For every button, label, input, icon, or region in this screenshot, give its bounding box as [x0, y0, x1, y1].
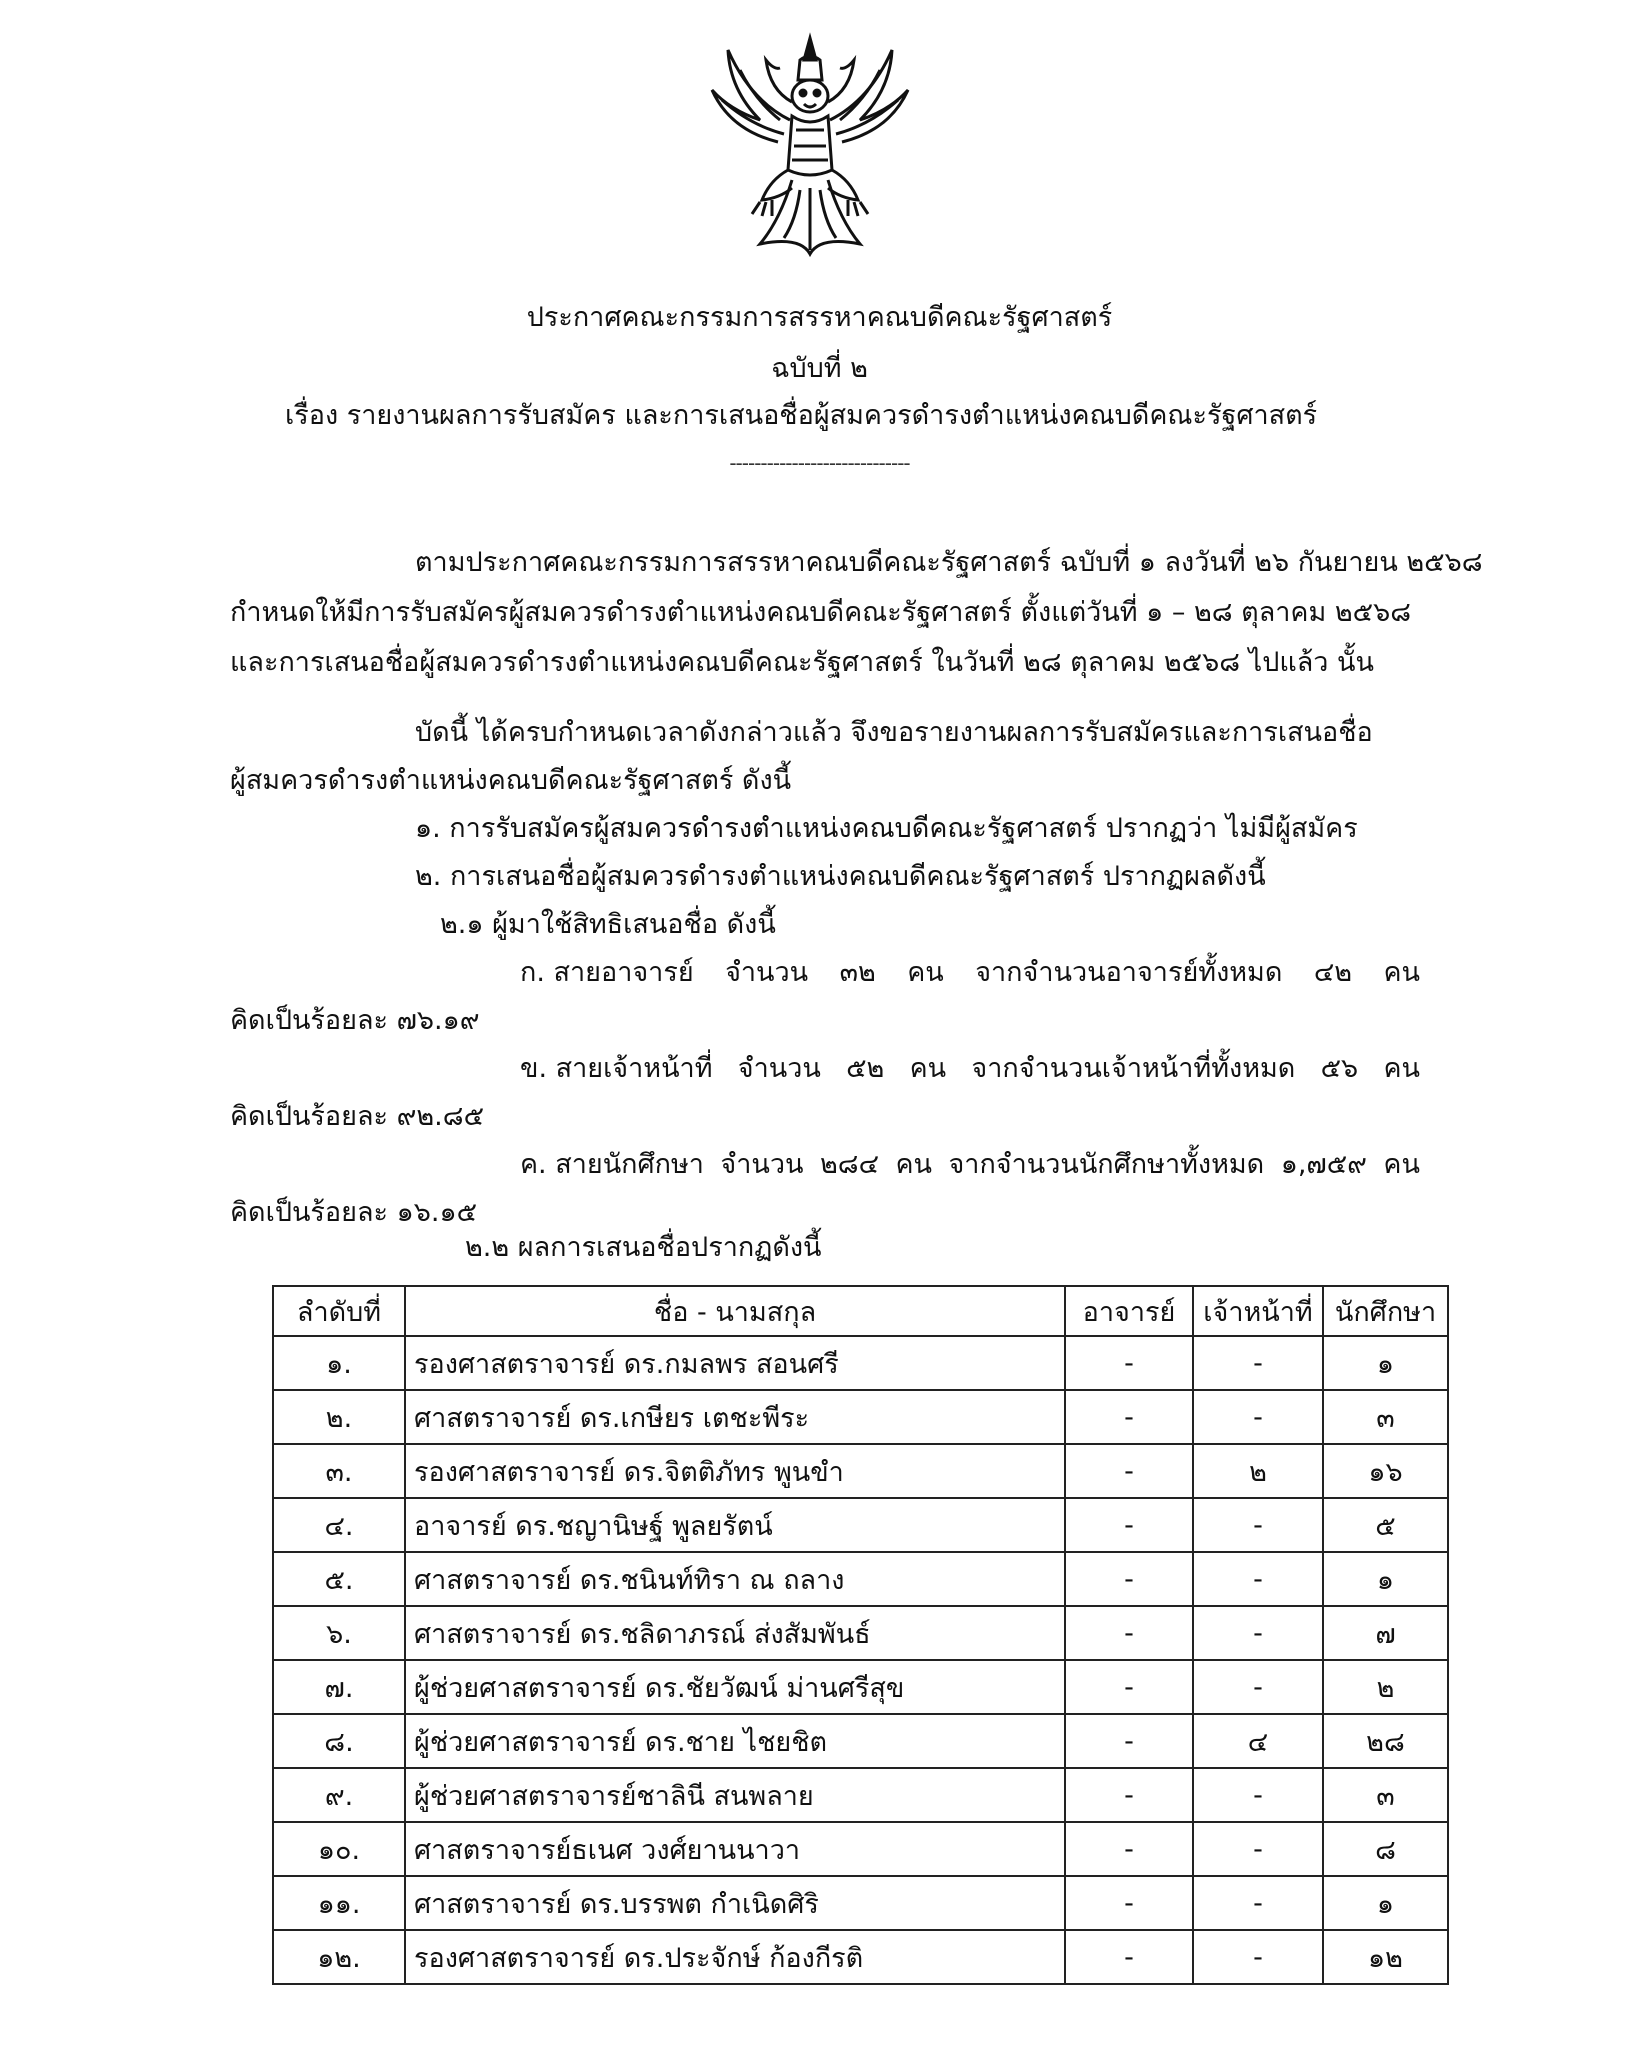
- faculty-count-cell: -: [1065, 1822, 1193, 1876]
- name-cell: รองศาสตราจารย์ ดร.ประจักษ์ ก้องกีรติ: [405, 1930, 1065, 1984]
- staff-count-cell: -: [1193, 1336, 1323, 1390]
- table-row: [273, 1336, 1448, 1390]
- staff-count-cell: -: [1193, 1768, 1323, 1822]
- student-count-cell: ๑: [1323, 1552, 1448, 1606]
- column-header-staff: เจ้าหน้าที่: [1193, 1286, 1323, 1336]
- kho-word: ๕๒: [846, 1053, 885, 1084]
- student-count-cell: ๒: [1323, 1660, 1448, 1714]
- student-count-cell: ๑: [1323, 1336, 1448, 1390]
- table-row: [273, 1714, 1448, 1768]
- paragraph-1-line-3: และการเสนอชื่อผู้สมควรดำรงตำแหน่งคณบดีคณะรัฐศาสตร์ ในวันที่ ๒๘ ตุลาคม ๒๕๖๘ ไปแล้ว นั้น: [230, 647, 1374, 678]
- student-count-cell: ๓: [1323, 1768, 1448, 1822]
- kho-a-word: ค. สายนักศึกษา: [520, 1149, 704, 1180]
- table-row: [273, 1606, 1448, 1660]
- name-cell: ศาสตราจารย์ธเนศ วงศ์ยานนาวา: [405, 1822, 1065, 1876]
- staff-count-cell: -: [1193, 1552, 1323, 1606]
- column-header-order: ลำดับที่: [273, 1286, 405, 1336]
- table-row: [273, 1390, 1448, 1444]
- name-cell: ผู้ช่วยศาสตราจารย์ชาลินี สนพลาย: [405, 1768, 1065, 1822]
- faculty-count-cell: -: [1065, 1876, 1193, 1930]
- student-count-cell: ๓: [1323, 1390, 1448, 1444]
- column-header-name: ชื่อ - นามสกุล: [405, 1286, 1065, 1336]
- student-count-cell: ๗: [1323, 1606, 1448, 1660]
- table-row: [273, 1498, 1448, 1552]
- kho-word: ข. สายเจ้าหน้าที่: [520, 1053, 713, 1084]
- kho-percentage: คิดเป็นร้อยละ ๙๒.๘๕: [230, 1101, 485, 1132]
- announcement-title: ประกาศคณะกรรมการสรรหาคณบดีคณะรัฐศาสตร์: [526, 302, 1113, 333]
- table-row: [273, 1930, 1448, 1984]
- faculty-count-cell: -: [1065, 1930, 1193, 1984]
- kho-word: จากจำนวนเจ้าหน้าที่ทั้งหมด: [971, 1053, 1296, 1084]
- faculty-count-cell: -: [1065, 1390, 1193, 1444]
- kho-word: คน: [909, 1053, 947, 1084]
- kho-a-word: คน: [895, 1149, 932, 1180]
- name-cell: ศาสตราจารย์ ดร.บรรพต กำเนิดศิริ: [405, 1876, 1065, 1930]
- table-row: [273, 1822, 1448, 1876]
- kho-a-percentage: คิดเป็นร้อยละ ๑๖.๑๕: [230, 1197, 478, 1228]
- kho-a-word: ๑,๗๕๙: [1280, 1149, 1367, 1180]
- ka-word: จากจำนวนอาจารย์ทั้งหมด: [975, 957, 1283, 988]
- nomination-results-table: [272, 1285, 1449, 1985]
- announcement-issue: ฉบับที่ ๒: [771, 353, 868, 384]
- ka-word: คน: [907, 957, 944, 988]
- table-row: [273, 1768, 1448, 1822]
- order-cell: ๖.: [273, 1606, 405, 1660]
- order-cell: ๒.: [273, 1390, 405, 1444]
- announcement-subject: เรื่อง รายงานผลการรับสมัคร และการเสนอชื่อผู้สมควรดำรงตำแหน่งคณบดีคณะรัฐศาสตร์: [285, 400, 1318, 431]
- faculty-count-cell: -: [1065, 1498, 1193, 1552]
- ka-word: ๓๒: [839, 957, 876, 988]
- student-count-cell: ๒๘: [1323, 1714, 1448, 1768]
- student-count-cell: ๑๒: [1323, 1930, 1448, 1984]
- name-cell: รองศาสตราจารย์ ดร.กมลพร สอนศรี: [405, 1336, 1065, 1390]
- name-cell: ศาสตราจารย์ ดร.ชนินท์ทิรา ณ ถลาง: [405, 1552, 1065, 1606]
- order-cell: ๓.: [273, 1444, 405, 1498]
- staff-count-cell: ๔: [1193, 1714, 1323, 1768]
- table-row: [273, 1444, 1448, 1498]
- kho-word: คน: [1383, 1053, 1420, 1084]
- table-row: [273, 1876, 1448, 1930]
- staff-count-cell: -: [1193, 1606, 1323, 1660]
- ka-word: ก. สายอาจารย์: [520, 957, 694, 988]
- name-cell: ศาสตราจารย์ ดร.เกษียร เตชะพีระ: [405, 1390, 1065, 1444]
- table-row: [273, 1552, 1448, 1606]
- student-count-cell: ๕: [1323, 1498, 1448, 1552]
- item-2-1-voters: ๒.๑ ผู้มาใช้สิทธิเสนอชื่อ ดังนี้: [440, 909, 776, 940]
- faculty-count-cell: -: [1065, 1768, 1193, 1822]
- staff-count-cell: -: [1193, 1660, 1323, 1714]
- staff-count-cell: -: [1193, 1876, 1323, 1930]
- order-cell: ๑๐.: [273, 1822, 405, 1876]
- column-header-faculty: อาจารย์: [1065, 1286, 1193, 1336]
- order-cell: ๙.: [273, 1768, 405, 1822]
- ka-word: จำนวน: [725, 957, 809, 988]
- ka-word: คน: [1383, 957, 1420, 988]
- item-2-2-results: ๒.๒ ผลการเสนอชื่อปรากฏดังนี้: [465, 1232, 822, 1263]
- order-cell: ๗.: [273, 1660, 405, 1714]
- staff-count-cell: -: [1193, 1822, 1323, 1876]
- item-ka-faculty: [520, 955, 1639, 991]
- faculty-count-cell: -: [1065, 1336, 1193, 1390]
- paragraph-2-line-1: บัดนี้ ได้ครบกำหนดเวลาดังกล่าวแล้ว จึงขอรายงานผลการรับสมัครและการเสนอชื่อ: [415, 717, 1373, 748]
- order-cell: ๕.: [273, 1552, 405, 1606]
- name-cell: ผู้ช่วยศาสตราจารย์ ดร.ชาย ไชยชิต: [405, 1714, 1065, 1768]
- name-cell: ผู้ช่วยศาสตราจารย์ ดร.ชัยวัฒน์ ม่านศรีสุข: [405, 1660, 1065, 1714]
- kho-word: จำนวน: [737, 1053, 821, 1084]
- paragraph-2-line-2: ผู้สมควรดำรงตำแหน่งคณบดีคณะรัฐศาสตร์ ดังนี้: [230, 765, 792, 796]
- garuda-emblem-icon: [700, 30, 920, 260]
- name-cell: รองศาสตราจารย์ ดร.จิตติภัทร พูนขำ: [405, 1444, 1065, 1498]
- kho-a-word: จากจำนวนนักศึกษาทั้งหมด: [948, 1149, 1265, 1180]
- order-cell: ๘.: [273, 1714, 405, 1768]
- kho-word: ๕๖: [1320, 1053, 1359, 1084]
- item-kho-a-students: [520, 1147, 1639, 1183]
- student-count-cell: ๘: [1323, 1822, 1448, 1876]
- student-count-cell: ๑๖: [1323, 1444, 1448, 1498]
- order-cell: ๑๑.: [273, 1876, 405, 1930]
- name-cell: ศาสตราจารย์ ดร.ชลิดาภรณ์ ส่งสัมพันธ์: [405, 1606, 1065, 1660]
- staff-count-cell: ๒: [1193, 1444, 1323, 1498]
- staff-count-cell: -: [1193, 1390, 1323, 1444]
- paragraph-1-line-2: กำหนดให้มีการรับสมัครผู้สมควรดำรงตำแหน่งคณบดีคณะรัฐศาสตร์ ตั้งแต่วันที่ ๑ – ๒๘ ตุลาคม ๒๕๖๘: [230, 597, 1412, 628]
- faculty-count-cell: -: [1065, 1606, 1193, 1660]
- order-cell: ๔.: [273, 1498, 405, 1552]
- item-1-application: ๑. การรับสมัครผู้สมควรดำรงตำแหน่งคณบดีคณะรัฐศาสตร์ ปรากฏว่า ไม่มีผู้สมัคร: [415, 813, 1358, 844]
- column-header-students: นักศึกษา: [1323, 1286, 1448, 1336]
- item-2-nomination: ๒. การเสนอชื่อผู้สมควรดำรงตำแหน่งคณบดีคณะรัฐศาสตร์ ปรากฏผลดังนี้: [415, 861, 1266, 892]
- kho-a-word: จำนวน: [720, 1149, 804, 1180]
- kho-a-word: ๒๘๔: [819, 1149, 879, 1180]
- item-kho-staff: [520, 1051, 1639, 1087]
- order-cell: ๑.: [273, 1336, 405, 1390]
- ka-percentage: คิดเป็นร้อยละ ๗๖.๑๙: [230, 1005, 480, 1036]
- name-cell: อาจารย์ ดร.ชญานิษฐ์ พูลยรัตน์: [405, 1498, 1065, 1552]
- kho-a-word: คน: [1383, 1149, 1420, 1180]
- ka-word: ๔๒: [1313, 957, 1353, 988]
- table-header-row: [273, 1286, 1448, 1336]
- student-count-cell: ๑: [1323, 1876, 1448, 1930]
- title-divider: -----------------------------: [729, 451, 910, 475]
- order-cell: ๑๒.: [273, 1930, 405, 1984]
- faculty-count-cell: -: [1065, 1444, 1193, 1498]
- paragraph-1-line-1: ตามประกาศคณะกรรมการสรรหาคณบดีคณะรัฐศาสตร์ ฉบับที่ ๑ ลงวันที่ ๒๖ กันยายน ๒๕๖๘: [415, 547, 1483, 578]
- faculty-count-cell: -: [1065, 1552, 1193, 1606]
- staff-count-cell: -: [1193, 1498, 1323, 1552]
- faculty-count-cell: -: [1065, 1714, 1193, 1768]
- table-row: [273, 1660, 1448, 1714]
- staff-count-cell: -: [1193, 1930, 1323, 1984]
- faculty-count-cell: -: [1065, 1660, 1193, 1714]
